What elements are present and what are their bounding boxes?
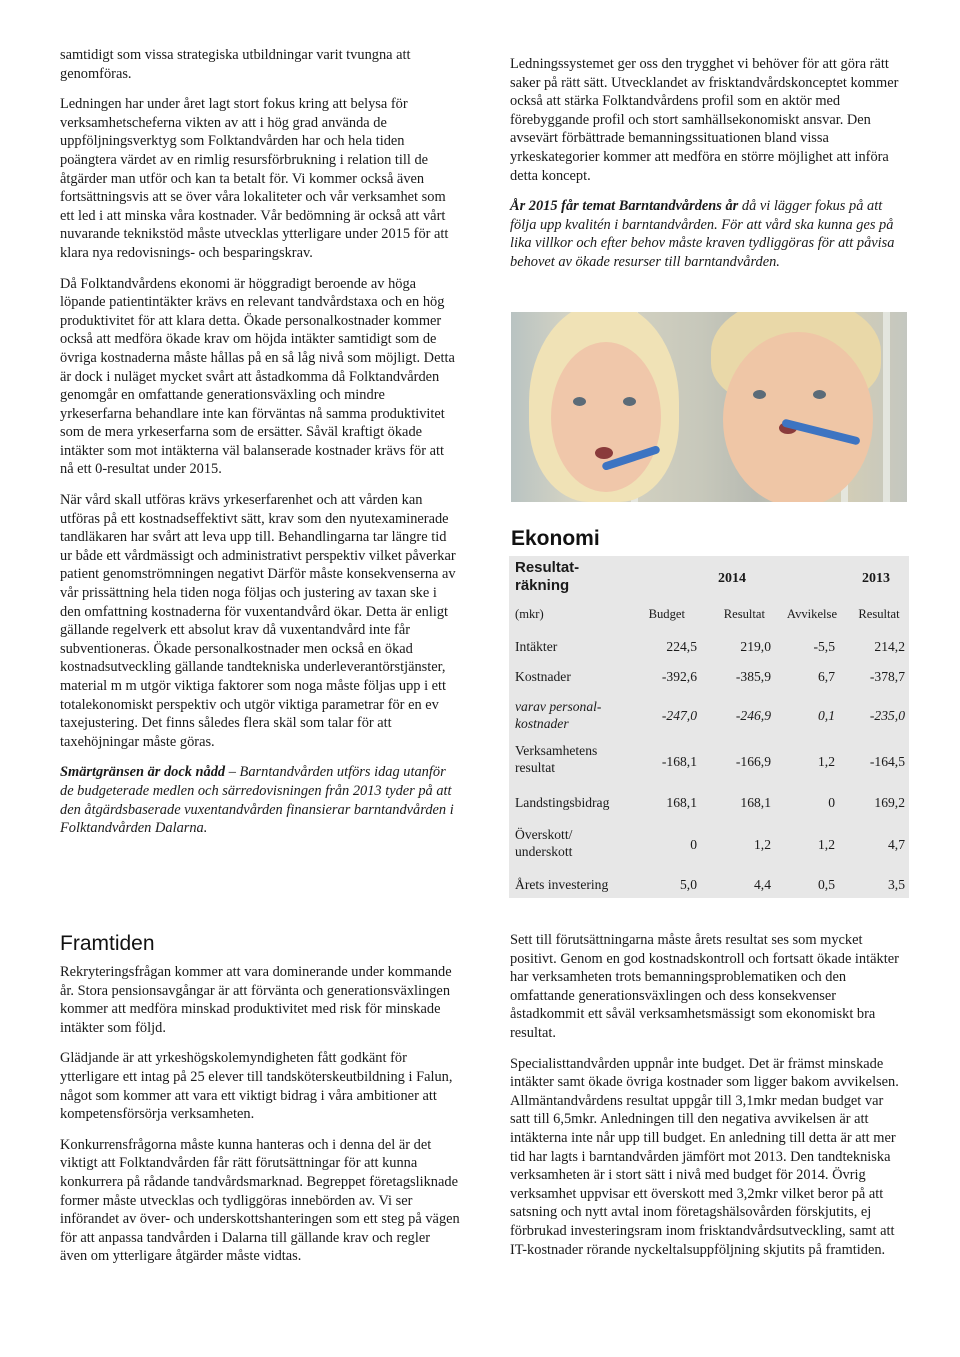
cell-budget: -168,1 xyxy=(661,754,697,769)
col-header-avvikelse: Avvikelse xyxy=(786,607,838,621)
emphasis: År 2015 får temat Barntandvårdens år xyxy=(510,198,739,215)
unit-label: (mkr) xyxy=(515,607,544,621)
row-label: Överskott/ underskott xyxy=(515,827,573,859)
cell-resultat: 168,1 xyxy=(740,795,771,810)
cell-budget: 224,5 xyxy=(666,639,697,654)
cell-budget: 5,0 xyxy=(680,877,697,892)
row-label: Kostnader xyxy=(515,669,571,684)
table-title: Resultat- räkning xyxy=(515,559,580,594)
year-header-2014: 2014 xyxy=(718,571,746,586)
paragraph: Då Folktandvårdens ekonomi är höggradigt beroende av höga löpande patientintäkter krävs en relevant tandvårdstaxa och en hög produktivitet för att klara detta. Ökade personalkostnader kommer också att medföra ökade krav om höjda intäkter samtidigt som de övriga kostnaderna måste hållas på en så låg nivå som möjligt. Detta är dock i nuläget mycket svårt att åstadkomma då Folktandvården genomgår en omfattande generationsväxling och mindre yrkeserfarna behandlare inte kan förväntas nå samma produktivitet som de mera yrkeserfarna som de ersätter. Såväl kraftigt ökade intäkter som mot intäkterna väl balanserade kostnader krävs för att nå ett 0-resultat under 2015. xyxy=(60,275,455,478)
right-column-bottom xyxy=(510,931,900,1271)
cell-avvikelse: -5,5 xyxy=(813,639,835,654)
paragraph: samtidigt som vissa strategiska utbildningar varit tvungna att genomföras. xyxy=(60,47,411,82)
section-heading: Framtiden xyxy=(60,932,155,955)
cell-resultat-2013: -378,7 xyxy=(869,669,905,684)
left-column xyxy=(60,46,458,850)
row-label: Verksamhetens resultat xyxy=(515,743,598,775)
cell-resultat: 1,2 xyxy=(754,837,771,852)
row-label: Landstingsbidrag xyxy=(515,795,610,810)
row-label: Årets investering xyxy=(515,877,609,892)
cell-resultat: -246,9 xyxy=(735,708,771,723)
cell-avvikelse: 0,1 xyxy=(818,708,835,723)
paragraph: Specialisttandvården uppnår inte budget. Det är främst minskade intäkter samt ökade övriga kostnader som ligger bakom avvikelsen. Allmäntandvårdens resultat uppgår till 3,1mkr medan budget var satt till 6,5mkr. Anledningen till den negativa avvikelsen är att intäkterna inte når upp till budget. En anledning till detta är att mer tid har lagts i barntandvården jämfört mot 2013. Den tandtekniska verksamheten är i stort sätt i nivå med budget för 2014. Övrig verksamhet uppvisar ett överskott med 3,2mkr vilket beror på att satsning och nytt avtal inom företagshälsovården förskjutits, ej förbrukad investeringsram inom frisktandvårdsutveckling, samt att IT-kostnader rörande nyckeltalsuppföljning skjutits på framtiden. xyxy=(510,1055,899,1258)
paragraph: Sett till förutsättningarna måste årets resultat ses som mycket positivt. Genom en god kostnadskontroll och fortsatt ökade intäkter har verksamheten trots bemanningsproblematiken och den omfattande generationsväxlingen och dess konsekvenser åstadkommit ett såväl verksamhetsmässigt som ekonomiskt bra resultat. xyxy=(510,932,899,1041)
row-label: Intäkter xyxy=(515,639,558,654)
section-heading: Ekonomi xyxy=(511,527,600,550)
cell-avvikelse: 1,2 xyxy=(818,754,835,769)
paragraph: Rekryteringsfrågan kommer att vara dominerande under kommande år. Stora pensionsavgångar är att förvänta och generationsväxlingen kommer att medföra minskad produktivitet med risk för minskade intäkter som följd. xyxy=(60,964,452,1036)
paragraph: Ledningssystemet ger oss den trygghet vi behöver för att göra rätt saker på rätt sätt. Utvecklandet av frisktandvårdskonceptet kommer också att stärka Folktandvårdens profil som en aktör med förebyggande profil och stort samhällsekonomiskt ansvar. Den avsevärt förbättrade bemanningssituationen bland vissa yrkeskategorier kommer att medföra en större möjlighet att införa detta koncept. xyxy=(510,56,899,184)
cell-resultat: 219,0 xyxy=(740,639,771,654)
paragraph: Ledningen har under året lagt stort fokus kring att belysa för verksamhetscheferna vikten av att i hög grad använda de uppföljningsverktyg som Folktandvården har och hela tiden poängtera värdet av en rimlig resursförbrukning i relation till de åtgärder man utför och kan ta betalt för. Vi kommer också även fortsättningsvis att se över våra lokaliteter och vår verksamhet som ett led i att minska våra kostnader. Vår bedömning är också att vårt nuvarande teknikstöd måste utvecklas ytterligare under 2015 för att klara nya redovisnings- och besparingskrav. xyxy=(60,96,449,261)
emphasis-rest: – Barntandvården utförs idag utanför de budgeterade medlen och särredovisningen från 2013 tyder på att den åtgärdsbaserade vuxentandvården finansierar barntandvården i Folktandvården Dalarna. xyxy=(60,764,454,837)
paragraph-italic xyxy=(510,197,908,271)
year-header-2013: 2013 xyxy=(862,571,890,586)
cell-resultat: 4,4 xyxy=(754,877,771,892)
income-statement-table xyxy=(509,556,909,898)
cell-budget: 0 xyxy=(690,837,697,852)
cell-budget: 168,1 xyxy=(666,795,697,810)
cell-resultat-2013: 4,7 xyxy=(888,837,905,852)
emphasis: Smärtgränsen är dock nådd xyxy=(60,764,226,781)
cell-budget: -392,6 xyxy=(661,669,697,684)
paragraph: När vård skall utföras krävs yrkeserfarenhet och att vården kan utföras på ett kostnadseffektivt sätt, krav som den nyutexaminerade tandläkaren har svårt att leva upp till. Behandlingarna tar längre tid ur både ett vårdmässigt och administrativt perspektiv vilket påverkar patient genomströmningen negativt Därför måste konsekvenserna av vår prissättning hela tiden noga följas och justering av taxan ske i den omfattning kostnaderna för vuxentandvård ökar. Detta är enligt gällande regelverk ett absolut krav då vuxentandvård inte får subventioneras. Ökade personalkostnader men också en ökad kostnadsutveckling gällande tandtekniska underleverantörstjänster, material m m utgör viktiga faktorer som noga måste följas upp i ett totalekonomiskt perspektiv och utgör viktiga parametrar för en ev taxejustering. Det finns således flera skäl som talar för att taxehöjningar måste göras. xyxy=(60,492,456,750)
cell-avvikelse: 0 xyxy=(828,795,835,810)
cell-resultat-2013: 214,2 xyxy=(874,639,905,654)
framtiden-section xyxy=(60,931,460,1278)
cell-avvikelse: 1,2 xyxy=(818,837,835,852)
cell-budget: -247,0 xyxy=(661,708,697,723)
col-header-resultat-2013: Resultat xyxy=(858,607,900,621)
right-column-top xyxy=(510,55,908,284)
col-header-budget: Budget xyxy=(648,607,685,621)
cell-avvikelse: 6,7 xyxy=(818,669,835,684)
col-header-resultat-2014: Resultat xyxy=(723,607,765,621)
row-label: varav personal- kostnader xyxy=(515,699,602,731)
cell-resultat-2013: -235,0 xyxy=(869,708,905,723)
paragraph: Glädjande är att yrkeshögskolemyndigheten fått godkänt för ytterligare ett intag på 25 elever till tandsköterskeutbildning i Falun, något som kommer att vara ett viktigt bidrag i våra ambitioner att kompetensförsörja verksamheten. xyxy=(60,1050,453,1123)
cell-resultat: -385,9 xyxy=(735,669,771,684)
children-brushing-teeth-photo xyxy=(511,312,907,502)
paragraph-italic xyxy=(60,763,458,837)
emphasis-rest: då vi lägger fokus på att följa upp kvalitén i barntandvården. För att vård ska kunna ges på lika villkor och efter behov måste kraven tydliggöras för att påvisa behovet av ökade resurser till barntandvården. xyxy=(510,198,895,270)
cell-avvikelse: 0,5 xyxy=(818,877,835,892)
cell-resultat-2013: -164,5 xyxy=(869,754,905,769)
paragraph: Konkurrensfrågorna måste kunna hanteras och i denna del är det viktigt att Folktandvården får rätt förutsättningar för att kunna konkurrera på rådande tandvårdsmarknad. Begreppet företagsliknade former måste utvecklas och tydliggöras innebörden av. Vi ser införandet av över- och underskottshanteringen som ett steg på vägen för att anpassa tandvården i Dalarna till gällande krav och regler även om ytterligare åtgärder måste vidtas. xyxy=(60,1136,460,1265)
cell-resultat-2013: 169,2 xyxy=(874,795,905,810)
cell-resultat: -166,9 xyxy=(735,754,771,769)
cell-resultat-2013: 3,5 xyxy=(888,877,905,892)
